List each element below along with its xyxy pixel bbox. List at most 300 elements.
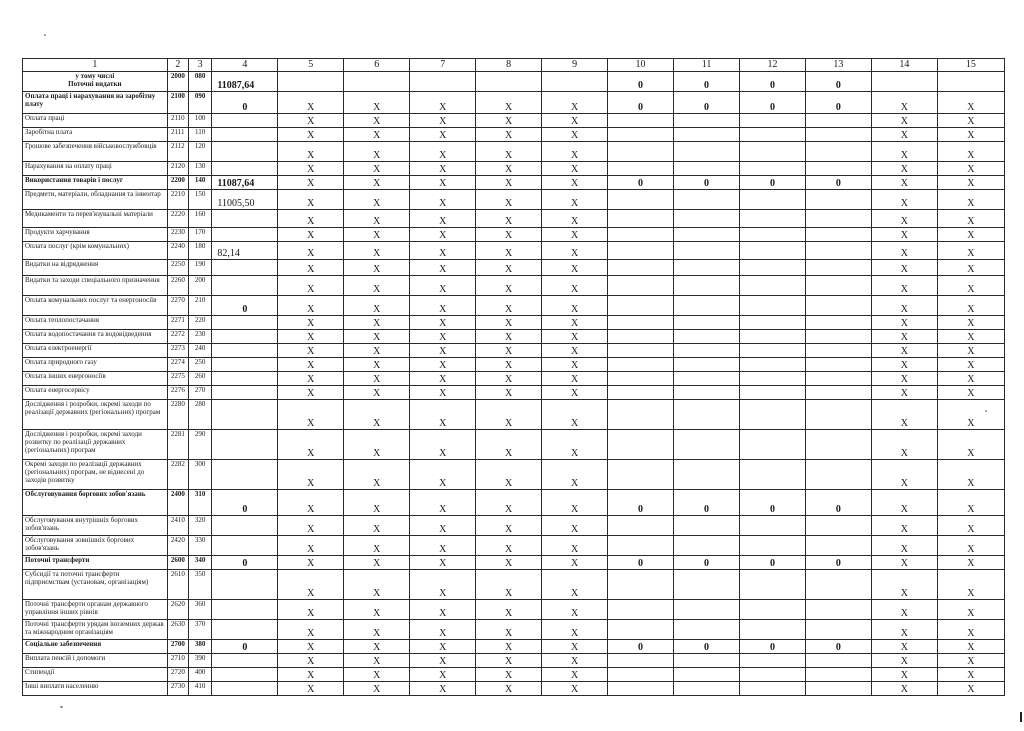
value-col-8: Х — [476, 344, 542, 358]
row-code: 2240 — [167, 242, 188, 260]
value-col-6: Х — [344, 460, 410, 490]
value-col-10 — [608, 210, 674, 228]
value-col-6: Х — [344, 276, 410, 296]
value-col-5: Х — [278, 490, 344, 516]
value-col-7: Х — [410, 654, 476, 668]
row-code: 2100 — [167, 92, 188, 114]
value-col-10 — [608, 372, 674, 386]
value-col-12: 0 — [739, 556, 805, 570]
value-col-11 — [674, 276, 740, 296]
value-col-10 — [608, 460, 674, 490]
row-code: 2210 — [167, 190, 188, 210]
value-col-4: 82,14 — [212, 242, 278, 260]
table-row — [23, 536, 1005, 556]
row-label: Виплата пенсій і допомоги — [23, 654, 168, 668]
value-col-14: Х — [871, 92, 937, 114]
value-col-14: Х — [871, 400, 937, 430]
value-col-13 — [805, 386, 871, 400]
value-col-6: Х — [344, 386, 410, 400]
value-col-10 — [608, 316, 674, 330]
value-col-14: Х — [871, 654, 937, 668]
value-col-10 — [608, 228, 674, 242]
value-col-14: Х — [871, 210, 937, 228]
row-code: 2276 — [167, 386, 188, 400]
row-code: 2275 — [167, 372, 188, 386]
value-col-15: Х — [937, 400, 1004, 430]
value-col-6: Х — [344, 556, 410, 570]
table-row — [23, 242, 1005, 260]
value-col-5: Х — [278, 114, 344, 128]
value-col-12 — [739, 620, 805, 640]
value-col-4 — [212, 460, 278, 490]
value-col-6: Х — [344, 176, 410, 190]
value-col-11 — [674, 460, 740, 490]
value-col-11 — [674, 344, 740, 358]
value-col-13 — [805, 430, 871, 460]
value-col-7: Х — [410, 228, 476, 242]
value-col-5: Х — [278, 654, 344, 668]
row-code: 2282 — [167, 460, 188, 490]
row-label: Дослідження і розробки, окремі заходи розвитку по реалізації державних (регіональних) програм — [23, 430, 168, 460]
value-col-5: Х — [278, 228, 344, 242]
table-row — [23, 654, 1005, 668]
row-code: 2110 — [167, 114, 188, 128]
row-code: 2730 — [167, 682, 188, 696]
value-col-11 — [674, 190, 740, 210]
value-col-4 — [212, 372, 278, 386]
value-col-7: Х — [410, 142, 476, 162]
row-label: Дослідження і розробки, окремі заходи по реалізації державних (регіональних) програм — [23, 400, 168, 430]
row-line-number: 130 — [188, 162, 211, 176]
value-col-4 — [212, 114, 278, 128]
row-line-number: 280 — [188, 400, 211, 430]
value-col-5: Х — [278, 316, 344, 330]
value-col-7: Х — [410, 210, 476, 228]
value-col-15: Х — [937, 682, 1004, 696]
value-col-8: Х — [476, 536, 542, 556]
value-col-15: Х — [937, 242, 1004, 260]
value-col-12 — [739, 190, 805, 210]
value-col-11 — [674, 296, 740, 316]
value-col-15 — [937, 72, 1004, 92]
value-col-12 — [739, 242, 805, 260]
value-col-7: Х — [410, 128, 476, 142]
row-code: 2420 — [167, 536, 188, 556]
value-col-9: Х — [542, 640, 608, 654]
budget-expenditure-table — [22, 58, 1005, 696]
row-code: 2620 — [167, 600, 188, 620]
value-col-9: Х — [542, 162, 608, 176]
value-col-14: Х — [871, 460, 937, 490]
value-col-11 — [674, 260, 740, 276]
column-number-5: 5 — [278, 59, 344, 72]
row-line-number: 180 — [188, 242, 211, 260]
value-col-13 — [805, 128, 871, 142]
value-col-12 — [739, 430, 805, 460]
value-col-7: Х — [410, 516, 476, 536]
row-line-number: 310 — [188, 490, 211, 516]
value-col-9: Х — [542, 316, 608, 330]
value-col-14: Х — [871, 620, 937, 640]
value-col-9: Х — [542, 668, 608, 682]
value-col-11 — [674, 430, 740, 460]
value-col-15: Х — [937, 276, 1004, 296]
row-code: 2600 — [167, 556, 188, 570]
value-col-6: Х — [344, 162, 410, 176]
row-code: 2112 — [167, 142, 188, 162]
value-col-10: 0 — [608, 640, 674, 654]
value-col-10 — [608, 330, 674, 344]
column-number-3: 3 — [188, 59, 211, 72]
value-col-10: 0 — [608, 490, 674, 516]
row-line-number: 090 — [188, 92, 211, 114]
value-col-5: Х — [278, 570, 344, 600]
value-col-9: Х — [542, 142, 608, 162]
value-col-7: Х — [410, 536, 476, 556]
value-col-8: Х — [476, 92, 542, 114]
value-col-9: Х — [542, 128, 608, 142]
row-line-number: 160 — [188, 210, 211, 228]
value-col-4: 0 — [212, 556, 278, 570]
value-col-6: Х — [344, 372, 410, 386]
value-col-7: Х — [410, 682, 476, 696]
value-col-6: Х — [344, 400, 410, 430]
value-col-7: Х — [410, 358, 476, 372]
row-line-number: 380 — [188, 640, 211, 654]
value-col-9: Х — [542, 242, 608, 260]
value-col-4: 0 — [212, 92, 278, 114]
value-col-5: Х — [278, 668, 344, 682]
value-col-4 — [212, 162, 278, 176]
value-col-4: 11087,64 — [212, 176, 278, 190]
value-col-4 — [212, 276, 278, 296]
value-col-5: Х — [278, 556, 344, 570]
value-col-10 — [608, 570, 674, 600]
value-col-7: Х — [410, 600, 476, 620]
value-col-10: 0 — [608, 176, 674, 190]
value-col-8: Х — [476, 228, 542, 242]
value-col-8: Х — [476, 296, 542, 316]
value-col-13 — [805, 210, 871, 228]
row-code: 2410 — [167, 516, 188, 536]
value-col-11: 0 — [674, 640, 740, 654]
value-col-8: Х — [476, 516, 542, 536]
value-col-8: Х — [476, 682, 542, 696]
value-col-8: Х — [476, 372, 542, 386]
value-col-15: Х — [937, 142, 1004, 162]
value-col-13 — [805, 372, 871, 386]
value-col-14: Х — [871, 430, 937, 460]
row-label: Предмети, матеріали, обладнання та інвентар — [23, 190, 168, 210]
row-line-number: 320 — [188, 516, 211, 536]
table-row — [23, 210, 1005, 228]
table-row — [23, 400, 1005, 430]
value-col-14: Х — [871, 190, 937, 210]
value-col-11 — [674, 372, 740, 386]
value-col-5: Х — [278, 372, 344, 386]
column-number-7: 7 — [410, 59, 476, 72]
value-col-8: Х — [476, 490, 542, 516]
row-code: 2270 — [167, 296, 188, 316]
value-col-14: Х — [871, 114, 937, 128]
value-col-5: Х — [278, 242, 344, 260]
value-col-7: Х — [410, 242, 476, 260]
value-col-11 — [674, 162, 740, 176]
scan-speck — [60, 706, 63, 708]
value-col-10 — [608, 128, 674, 142]
value-col-9: Х — [542, 296, 608, 316]
value-col-5: Х — [278, 400, 344, 430]
value-col-13 — [805, 190, 871, 210]
value-col-6: Х — [344, 600, 410, 620]
budget-table-sheet — [22, 58, 1005, 696]
value-col-7: Х — [410, 430, 476, 460]
row-line-number: 140 — [188, 176, 211, 190]
value-col-13 — [805, 682, 871, 696]
row-label: Поточні трансферти — [23, 556, 168, 570]
row-line-number: 210 — [188, 296, 211, 316]
value-col-7: Х — [410, 668, 476, 682]
value-col-10 — [608, 516, 674, 536]
row-line-number: 340 — [188, 556, 211, 570]
value-col-4 — [212, 536, 278, 556]
row-line-number: 080 — [188, 72, 211, 92]
value-col-15: Х — [937, 114, 1004, 128]
value-col-14: Х — [871, 344, 937, 358]
table-row — [23, 72, 1005, 92]
value-col-12 — [739, 128, 805, 142]
value-col-15: Х — [937, 668, 1004, 682]
value-col-5: Х — [278, 516, 344, 536]
value-col-9: Х — [542, 330, 608, 344]
value-col-12 — [739, 682, 805, 696]
value-col-9: Х — [542, 344, 608, 358]
value-col-6: Х — [344, 654, 410, 668]
value-col-14: Х — [871, 516, 937, 536]
value-col-13 — [805, 114, 871, 128]
row-label: Субсидії та поточні трансферти підприємствам (установам, організаціям) — [23, 570, 168, 600]
value-col-11 — [674, 536, 740, 556]
value-col-5: Х — [278, 210, 344, 228]
row-label: Оплата природного газу — [23, 358, 168, 372]
value-col-12 — [739, 570, 805, 600]
value-col-10 — [608, 358, 674, 372]
row-label: Окремі заходи по реалізації державних (регіональних) програм, не віднесені до заходів розвитку — [23, 460, 168, 490]
value-col-12 — [739, 142, 805, 162]
value-col-9: Х — [542, 228, 608, 242]
table-row — [23, 176, 1005, 190]
row-line-number: 100 — [188, 114, 211, 128]
value-col-11 — [674, 228, 740, 242]
row-code: 2720 — [167, 668, 188, 682]
value-col-11 — [674, 668, 740, 682]
value-col-13 — [805, 228, 871, 242]
row-code: 2630 — [167, 620, 188, 640]
value-col-6 — [344, 72, 410, 92]
value-col-9: Х — [542, 276, 608, 296]
table-row — [23, 330, 1005, 344]
table-row — [23, 162, 1005, 176]
value-col-8: Х — [476, 142, 542, 162]
value-col-4: 11087,64 — [212, 72, 278, 92]
value-col-5: Х — [278, 162, 344, 176]
value-col-8: Х — [476, 176, 542, 190]
value-col-13 — [805, 330, 871, 344]
value-col-7: Х — [410, 176, 476, 190]
row-label: Заробітна плата — [23, 128, 168, 142]
value-col-11 — [674, 682, 740, 696]
row-label: Оплата теплопостачання — [23, 316, 168, 330]
value-col-4 — [212, 682, 278, 696]
value-col-10 — [608, 682, 674, 696]
value-col-15: Х — [937, 296, 1004, 316]
value-col-8: Х — [476, 260, 542, 276]
column-number-8: 8 — [476, 59, 542, 72]
value-col-10 — [608, 190, 674, 210]
row-code: 2272 — [167, 330, 188, 344]
value-col-11 — [674, 386, 740, 400]
value-col-6: Х — [344, 640, 410, 654]
value-col-12 — [739, 162, 805, 176]
value-col-15: Х — [937, 228, 1004, 242]
value-col-6: Х — [344, 228, 410, 242]
value-col-11 — [674, 330, 740, 344]
row-label: Медикаменти та перев'язувальні матеріали — [23, 210, 168, 228]
value-col-6: Х — [344, 620, 410, 640]
value-col-8 — [476, 72, 542, 92]
scan-edge-mark — [1020, 712, 1022, 722]
column-number-13: 13 — [805, 59, 871, 72]
value-col-11 — [674, 620, 740, 640]
row-line-number: 390 — [188, 654, 211, 668]
value-col-5: Х — [278, 92, 344, 114]
value-col-12 — [739, 114, 805, 128]
column-number-header-row — [23, 59, 1005, 72]
row-code: 2111 — [167, 128, 188, 142]
value-col-7: Х — [410, 92, 476, 114]
table-row — [23, 386, 1005, 400]
value-col-14: Х — [871, 228, 937, 242]
value-col-6: Х — [344, 330, 410, 344]
value-col-15: Х — [937, 128, 1004, 142]
value-col-11 — [674, 654, 740, 668]
value-col-10 — [608, 400, 674, 430]
value-col-10 — [608, 162, 674, 176]
value-col-13: 0 — [805, 92, 871, 114]
value-col-11 — [674, 358, 740, 372]
value-col-7: Х — [410, 162, 476, 176]
value-col-9: Х — [542, 372, 608, 386]
table-row — [23, 128, 1005, 142]
row-code: 2250 — [167, 260, 188, 276]
value-col-8: Х — [476, 330, 542, 344]
value-col-11: 0 — [674, 176, 740, 190]
value-col-10: 0 — [608, 92, 674, 114]
value-col-13: 0 — [805, 556, 871, 570]
value-col-14: Х — [871, 276, 937, 296]
value-col-8: Х — [476, 668, 542, 682]
value-col-5: Х — [278, 682, 344, 696]
value-col-4 — [212, 128, 278, 142]
row-line-number: 400 — [188, 668, 211, 682]
table-row — [23, 344, 1005, 358]
column-number-12: 12 — [739, 59, 805, 72]
value-col-10 — [608, 600, 674, 620]
row-label: Оплата праці — [23, 114, 168, 128]
value-col-15: Х — [937, 176, 1004, 190]
column-number-6: 6 — [344, 59, 410, 72]
value-col-4 — [212, 600, 278, 620]
value-col-7: Х — [410, 556, 476, 570]
value-col-5: Х — [278, 142, 344, 162]
value-col-12 — [739, 358, 805, 372]
table-row — [23, 92, 1005, 114]
value-col-7: Х — [410, 344, 476, 358]
value-col-7: Х — [410, 400, 476, 430]
value-col-10 — [608, 242, 674, 260]
value-col-7: Х — [410, 316, 476, 330]
row-label: Використання товарів і послуг — [23, 176, 168, 190]
value-col-13 — [805, 162, 871, 176]
scan-speck — [44, 34, 46, 36]
value-col-9: Х — [542, 516, 608, 536]
row-label: Інші виплати населенню — [23, 682, 168, 696]
value-col-14: Х — [871, 242, 937, 260]
value-col-14: Х — [871, 316, 937, 330]
value-col-6: Х — [344, 668, 410, 682]
value-col-14: Х — [871, 142, 937, 162]
value-col-8: Х — [476, 570, 542, 600]
value-col-6: Х — [344, 142, 410, 162]
row-line-number: 260 — [188, 372, 211, 386]
table-row — [23, 600, 1005, 620]
value-col-11 — [674, 570, 740, 600]
value-col-15: Х — [937, 536, 1004, 556]
row-code: 2220 — [167, 210, 188, 228]
value-col-15: Х — [937, 516, 1004, 536]
table-row — [23, 620, 1005, 640]
value-col-8: Х — [476, 242, 542, 260]
value-col-13 — [805, 536, 871, 556]
value-col-7: Х — [410, 640, 476, 654]
value-col-12 — [739, 228, 805, 242]
value-col-4 — [212, 400, 278, 430]
value-col-12: 0 — [739, 72, 805, 92]
value-col-6: Х — [344, 682, 410, 696]
table-row — [23, 358, 1005, 372]
value-col-8: Х — [476, 654, 542, 668]
column-number-14: 14 — [871, 59, 937, 72]
value-col-6: Х — [344, 260, 410, 276]
value-col-4 — [212, 570, 278, 600]
value-col-13 — [805, 570, 871, 600]
value-col-11 — [674, 142, 740, 162]
value-col-8: Х — [476, 620, 542, 640]
value-col-8: Х — [476, 210, 542, 228]
value-col-10 — [608, 344, 674, 358]
value-col-7: Х — [410, 190, 476, 210]
row-line-number: 220 — [188, 316, 211, 330]
value-col-15: Х — [937, 640, 1004, 654]
value-col-12 — [739, 460, 805, 490]
row-code: 2274 — [167, 358, 188, 372]
value-col-14: Х — [871, 556, 937, 570]
value-col-11: 0 — [674, 490, 740, 516]
row-label: Поточні трансферти урядам іноземних держав та міжнародним організаціям — [23, 620, 168, 640]
value-col-13 — [805, 654, 871, 668]
value-col-12 — [739, 316, 805, 330]
value-col-15: Х — [937, 490, 1004, 516]
